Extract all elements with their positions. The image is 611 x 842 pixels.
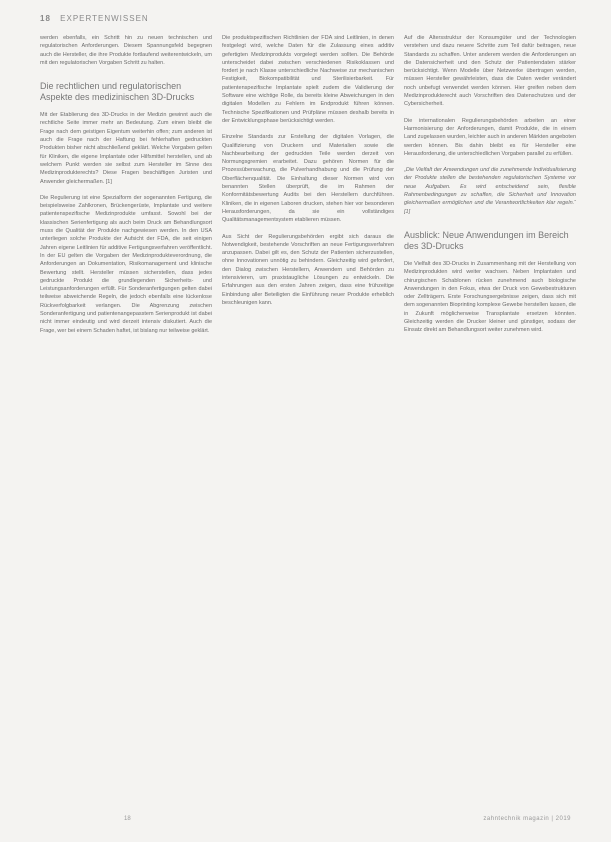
paragraph: Mit der Etablierung des 3D-Drucks in der Medizin gewinnt auch die rechtliche Seite immer mehr an Bedeutung. Zum einen bleibt die Frage nach dem geistigen Eigentum weiterhin offen; zum anderen ist auch die Frage nach der Haftung bei fehlerhaften gedruckten Produkten bisher nicht abschließend geklärt. Welche Vorgaben gelten für Kliniken, die eigene Implantate oder Hilfsmittel herstellen, und ab welchem Punkt werden sie selbst zum Hersteller im Sinne des Medizinprodukterechts? Diese Fragen beschäftigen Juristen und Anwender gleichermaßen. [1]	[40, 112, 212, 185]
page-number-footer: 18	[124, 816, 131, 822]
text-column-middle	[222, 34, 394, 804]
section-label: EXPERTENWISSEN	[60, 14, 149, 23]
page-footer	[40, 816, 571, 830]
text-column-left	[40, 34, 212, 804]
journal-reference: zahntechnik magazin | 2019	[483, 816, 571, 822]
section-heading: Ausblick: Neue Anwendungen im Bereich des 3D-Drucks	[404, 229, 569, 251]
pull-quote: „Die Vielfalt der Anwendungen und die zunehmende Individualisierung der Produkte stellen die bestehenden regulatorischen Systeme vor neue Aufgaben. Es wird entscheidend sein, flexible Rahmenbedingungen zu schaffen, die Sicherheit und Innovation gleichermaßen ermöglichen und die Verantwortlichkeiten klar regeln.“ [1]	[404, 167, 576, 215]
text-column-right	[404, 34, 576, 804]
page-number-header: 18	[40, 14, 51, 23]
paragraph: Auf die Altersstruktur der Konsumgüter und der Technologien verstehen und dazu neuere Schritte zum Teil dafür beitragen, neue Standards zu schaffen. Unter anderem werden die Anforderungen an die Datensicherheit und den Schutz der Patientendaten stärker berücksichtigt. Wenn Modelle über Netzwerke übertragen werden, müssen Hersteller gewährleisten, dass die Daten weder verändert noch unbefugt verwendet werden können. Hier greifen neben dem Medizinprodukterecht auch Vorschriften des Datenschutzes und der Cybersicherheit.	[404, 35, 576, 108]
section-heading: Die rechtlichen und regulatorischen Aspekte des medizinischen 3D-Drucks	[40, 81, 195, 103]
paragraph: werden ebenfalls, ein Schritt hin zu neuen technischen und regulatorischen Anforderungen. Diesem Spannungsfeld begegnen auch die Hersteller, die ihre Produkte fortlaufend weiterentwickeln, um mit den regulatorischen Vorgaben Schritt zu halten.	[40, 35, 212, 66]
paragraph: Aus Sicht der Regulierungsbehörden ergibt sich daraus die Notwendigkeit, bestehende Vorschriften an neue Fertigungsverfahren anzupassen. Dabei gilt es, den Schutz der Patienten sicherzustellen, ohne Innovationen unnötig zu behindern. Gleichzeitig wird gefordert, den Dialog zwischen Herstellern, Anwendern und Behörden zu intensivieren, um praxistaugliche Lösungen zu entwickeln. Die Erfahrungen aus den ersten Jahren zeigen, dass eine frühzeitige Einbindung aller Beteiligten die Einführung neuer Produkte erheblich beschleunigen kann.	[222, 233, 394, 306]
paragraph: Die Vielfalt des 3D-Drucks in Zusammenhang mit der Herstellung von Medizinprodukten wird weiter wachsen. Neben Implantaten und chirurgischen Schablonen rücken zunehmend auch biologische Anwendungen in den Fokus, etwa der Druck von Gewebestrukturen oder Zellträgern. Erste Forschungsergebnisse zeigen, dass sich mit dem sogenannten Bioprinting komplexe Gewebe herstellen lassen, die in Zukunft möglicherweise Transplantate ersetzen könnten. Gleichzeitig werden die Drucker kleiner und günstiger, sodass der Einsatz direkt am Behandlungsort weiter zunehmen wird.	[404, 260, 576, 334]
paragraph: Die internationalen Regulierungsbehörden arbeiten an einer Harmonisierung der Anforderungen, damit Produkte, die in einem Land zugelassen wurden, leichter auch in anderen Märkten angeboten werden können. Bis dahin bleibt es für Hersteller eine Herausforderung, die unterschiedlichen Vorgaben parallel zu erfüllen.	[404, 117, 576, 157]
running-header	[40, 14, 149, 23]
paragraph: Die produktspezifischen Richtlinien der FDA sind Leitlinien, in denen festgelegt wird, welche Daten für die Zulassung eines additiv gefertigten Medizinprodukts vorgelegt werden sollten. Die Behörde unterscheidet dabei zwischen verschiedenen Risikoklassen und fordert je nach Klasse unterschiedliche Nachweise zur mechanischen Festigkeit, Biokompatibilität und Sterilisierbarkeit. Für patientenspezifische Implantate spielt zudem die Validierung der Software eine wichtige Rolle, da bereits kleine Abweichungen in den digitalen Modellen zu Fehlern im Endprodukt führen können. Technische Spezifikationen und Prüfpläne müssen deshalb bereits in der Entwicklungsphase berücksichtigt werden.	[222, 35, 394, 124]
paragraph: Die Regulierung ist eine Spezialform der sogenannten Fertigung, die beispielsweise Zahlkronen, Brückengerüste, Implantate und weitere patientenspezifische Medizinprodukte umfasst. Sowohl bei der klassischen Serienfertigung als auch beim Druck am Behandlungsort muss die Qualität der Produkte nachgewiesen werden. In den USA unterliegen solche Produkte der Aufsicht der FDA, die seit einigen Jahren eigene Leitlinien für additive Fertigungsverfahren veröffentlicht. In der EU gelten die Vorgaben der Medizinprodukteverordnung, die Anforderungen an Dokumentation, Risikomanagement und klinische Bewertung stellt. Hersteller müssen sicherstellen, dass jedes gedruckte Produkt die grundlegenden Sicherheits- und Leistungsanforderungen erfüllt. Für Sonderanfertigungen gelten dabei teilweise abweichende Regeln, die jedoch ebenfalls eine lückenlose Rückverfolgbarkeit verlangen. Die Abgrenzung zwischen Sonderanfertigung und patientenangepasstem Serienprodukt ist dabei nicht immer eindeutig und wird derzeit intensiv diskutiert. Auch die Frage, wer bei einem Schaden haftet, ist bislang nur teilweise geklärt.	[40, 194, 212, 334]
paragraph: Einzelne Standards zur Erstellung der digitalen Vorlagen, die Qualifizierung von Druckern und Materialien sowie die Nachbearbeitung der gedruckten Teile werden derzeit von Normungsgremien erarbeitet. Dazu gehören Normen für die Prozessüberwachung, die Pulverhandhabung und die Prüfung der Oberflächenqualität. Die Einhaltung dieser Normen wird von benannten Stellen überprüft, die im Rahmen der Konformitätsbewertung Audits bei den Herstellern durchführen. Kliniken, die in eigenen Laboren drucken, stehen hier vor besonderen Herausforderungen, da sie ein vollständiges Qualitätsmanagementsystem etablieren müssen.	[222, 134, 394, 224]
